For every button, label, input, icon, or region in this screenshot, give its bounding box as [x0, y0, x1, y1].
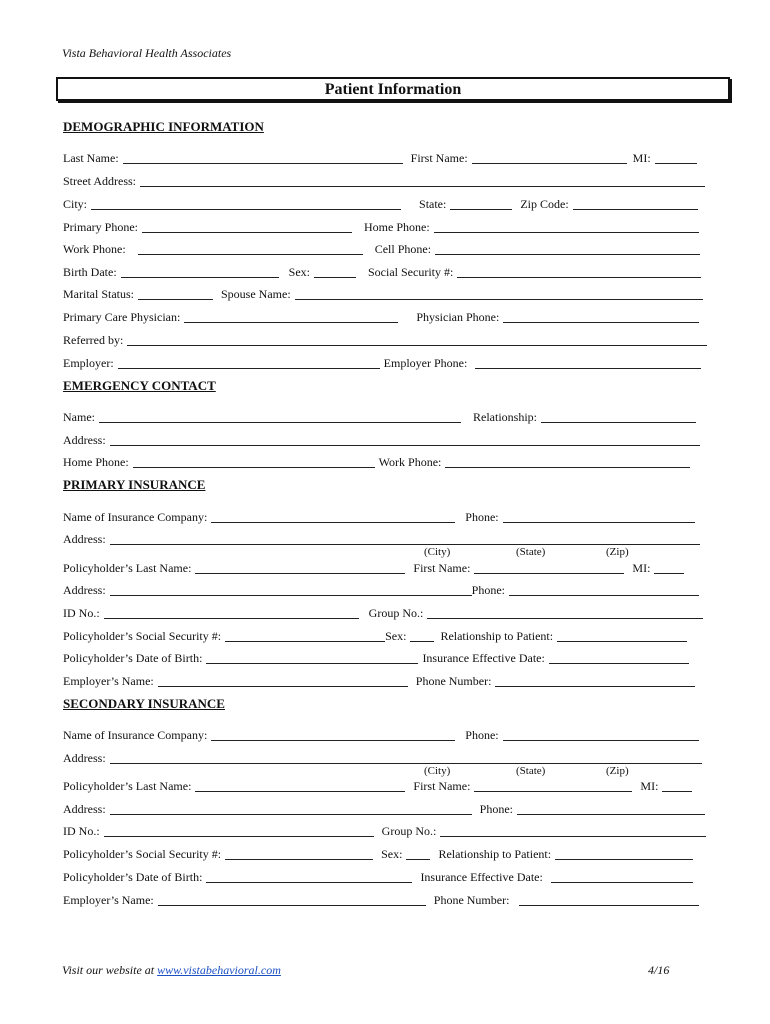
p-company-label: Name of Insurance Company: — [63, 510, 208, 524]
s-first-name-field[interactable] — [474, 779, 632, 792]
row-p-company — [63, 509, 714, 525]
s-sex-field[interactable] — [406, 847, 430, 860]
s-ph-dob-field[interactable] — [206, 870, 412, 883]
p-phone2-label: Phone: — [471, 583, 506, 597]
emergency-address-field[interactable] — [110, 433, 700, 446]
mi-field[interactable] — [655, 151, 697, 164]
p-address-field[interactable] — [110, 532, 700, 545]
employer-phone-field[interactable] — [475, 356, 701, 369]
cell-phone-label: Cell Phone: — [374, 242, 432, 256]
physician-phone-label: Physician Phone: — [416, 310, 500, 324]
s-city-caption: (City) — [424, 765, 451, 777]
page-title: Patient Information — [324, 81, 462, 98]
p-group-field[interactable] — [427, 606, 703, 619]
p-id-label: ID No.: — [63, 606, 100, 620]
row-s-ids — [63, 823, 714, 839]
p-address-label: Address: — [63, 532, 106, 546]
spouse-name-label: Spouse Name: — [221, 287, 291, 301]
p-phone-label: Phone: — [465, 510, 499, 524]
s-phone2-label: Phone: — [479, 802, 514, 816]
row-phones-2 — [63, 241, 714, 257]
p-state-caption: (State) — [516, 546, 546, 558]
city-label: City: — [63, 197, 88, 211]
home-phone-label: Home Phone: — [364, 220, 430, 234]
p-effective-date-label: Insurance Effective Date: — [422, 651, 545, 665]
s-mi-label: MI: — [640, 779, 659, 793]
p-ph-ssn-field[interactable] — [225, 629, 385, 642]
s-group-field[interactable] — [440, 824, 706, 837]
p-address2-field[interactable] — [110, 583, 472, 596]
ssn-label: Social Security #: — [368, 265, 454, 279]
row-referred — [63, 332, 714, 348]
website-link[interactable]: www.vistabehavioral.com — [157, 963, 281, 977]
p-first-name-field[interactable] — [474, 561, 624, 574]
row-p-ids — [63, 605, 714, 621]
s-effective-date-field[interactable] — [551, 870, 693, 883]
p-city-caption: (City) — [424, 546, 451, 558]
row-s-dob — [63, 869, 714, 885]
p-first-name-label: First Name: — [413, 561, 471, 575]
row-physician — [63, 309, 714, 325]
s-phone-field[interactable] — [503, 728, 699, 741]
p-sex-label: Sex: — [385, 629, 407, 643]
p-employer-name-field[interactable] — [158, 674, 408, 687]
zip-field[interactable] — [573, 197, 698, 210]
p-ph-ssn-label: Policyholder’s Social Security #: — [63, 629, 222, 643]
s-zip-caption: (Zip) — [606, 765, 629, 777]
relationship-label: Relationship: — [473, 410, 537, 424]
p-ph-last-name-label: Policyholder’s Last Name: — [63, 561, 192, 575]
row-s-employer — [63, 892, 714, 908]
emergency-name-field[interactable] — [99, 410, 461, 423]
s-address2-field[interactable] — [110, 802, 472, 815]
organization-name: Vista Behavioral Health Associates — [62, 46, 232, 60]
s-employer-name-field[interactable] — [158, 893, 426, 906]
row-emergency-address — [63, 432, 714, 448]
s-first-name-label: First Name: — [413, 779, 471, 793]
row-s-policyholder — [63, 778, 714, 794]
s-relationship-label: Relationship to Patient: — [438, 847, 552, 861]
s-group-label: Group No.: — [381, 824, 437, 838]
s-phone2-field[interactable] — [517, 802, 705, 815]
referred-by-label: Referred by: — [63, 333, 124, 347]
s-phone-number-label: Phone Number: — [433, 893, 510, 907]
street-address-field[interactable] — [140, 174, 705, 187]
p-effective-date-field[interactable] — [549, 651, 689, 664]
emergency-work-phone-field[interactable] — [445, 455, 690, 468]
primary-phone-label: Primary Phone: — [63, 220, 138, 234]
title-box — [56, 77, 730, 101]
p-ph-dob-label: Policyholder’s Date of Birth: — [63, 651, 203, 665]
emergency-address-label: Address: — [63, 433, 106, 447]
s-company-field[interactable] — [211, 728, 455, 741]
primary-phone-field[interactable] — [142, 220, 352, 233]
p-group-label: Group No.: — [368, 606, 424, 620]
last-name-label: Last Name: — [63, 151, 119, 165]
employer-label: Employer: — [63, 356, 114, 370]
ssn-field[interactable] — [457, 265, 701, 278]
sex-field[interactable] — [314, 265, 356, 278]
emergency-home-phone-label: Home Phone: — [63, 455, 129, 469]
emergency-name-label: Name: — [63, 410, 95, 424]
s-ph-ssn-label: Policyholder’s Social Security #: — [63, 847, 222, 861]
physician-phone-field[interactable] — [503, 310, 699, 323]
first-name-field[interactable] — [472, 151, 627, 164]
s-sex-label: Sex: — [381, 847, 403, 861]
mi-label: MI: — [632, 151, 651, 165]
birth-date-field[interactable] — [121, 265, 279, 278]
s-address2-label: Address: — [63, 802, 106, 816]
cell-phone-field[interactable] — [435, 242, 700, 255]
last-name-field[interactable] — [123, 151, 403, 164]
footer-page-code: 4/16 — [648, 963, 670, 977]
p-sex-field[interactable] — [410, 629, 434, 642]
s-address-label: Address: — [63, 751, 106, 765]
s-mi-field[interactable] — [662, 779, 692, 792]
p-employer-name-label: Employer’s Name: — [63, 674, 154, 688]
p-ph-last-name-field[interactable] — [195, 561, 405, 574]
row-p-ssn — [63, 628, 714, 644]
s-ph-ssn-field[interactable] — [225, 847, 373, 860]
footer-visit — [62, 963, 281, 978]
s-company-label: Name of Insurance Company: — [63, 728, 208, 742]
pcp-label: Primary Care Physician: — [63, 310, 181, 324]
street-address-label: Street Address: — [63, 174, 136, 188]
referred-by-field[interactable] — [127, 333, 707, 346]
p-address2-label: Address: — [63, 583, 106, 597]
p-company-field[interactable] — [211, 510, 455, 523]
row-employer — [63, 355, 714, 371]
first-name-label: First Name: — [410, 151, 468, 165]
p-relationship-label: Relationship to Patient: — [440, 629, 554, 643]
row-p-address2 — [63, 582, 714, 598]
relationship-field[interactable] — [541, 410, 696, 423]
s-id-field[interactable] — [104, 824, 374, 837]
row-p-employer — [63, 673, 714, 689]
s-ph-last-name-field[interactable] — [195, 779, 405, 792]
secondary-insurance-heading: SECONDARY INSURANCE — [63, 696, 225, 711]
work-phone-field[interactable] — [138, 242, 363, 255]
p-phone-field[interactable] — [503, 510, 695, 523]
work-phone-label: Work Phone: — [63, 242, 126, 256]
birth-date-label: Birth Date: — [63, 265, 117, 279]
state-field[interactable] — [450, 197, 512, 210]
demographic-heading: DEMOGRAPHIC INFORMATION — [63, 119, 264, 134]
s-phone-number-field[interactable] — [519, 893, 699, 906]
p-zip-caption: (Zip) — [606, 546, 629, 558]
sex-label: Sex: — [288, 265, 310, 279]
p-phone-number-field[interactable] — [495, 674, 695, 687]
row-p-dob — [63, 650, 714, 666]
row-name — [63, 150, 714, 166]
s-address-field[interactable] — [110, 751, 702, 764]
row-street — [63, 173, 714, 189]
s-phone-label: Phone: — [465, 728, 499, 742]
employer-field[interactable] — [118, 356, 380, 369]
state-label: State: — [419, 197, 447, 211]
row-birth — [63, 264, 714, 280]
p-ph-dob-field[interactable] — [206, 651, 418, 664]
s-id-label: ID No.: — [63, 824, 100, 838]
row-s-address2 — [63, 801, 714, 817]
marital-status-label: Marital Status: — [63, 287, 134, 301]
zip-label: Zip Code: — [520, 197, 569, 211]
s-employer-name-label: Employer’s Name: — [63, 893, 154, 907]
spouse-name-field[interactable] — [295, 287, 703, 300]
p-mi-label: MI: — [632, 561, 651, 575]
emergency-home-phone-field[interactable] — [133, 455, 375, 468]
p-relationship-field[interactable] — [557, 629, 687, 642]
s-ph-dob-label: Policyholder’s Date of Birth: — [63, 870, 203, 884]
p-id-field[interactable] — [104, 606, 359, 619]
p-phone-number-label: Phone Number: — [415, 674, 492, 688]
primary-insurance-heading: PRIMARY INSURANCE — [63, 477, 206, 492]
employer-phone-label: Employer Phone: — [383, 356, 468, 370]
row-marital — [63, 286, 714, 302]
city-field[interactable] — [91, 197, 401, 210]
row-emergency-phones — [63, 454, 714, 470]
footer-visit-text: Visit our website at — [62, 963, 158, 977]
s-state-caption: (State) — [516, 765, 546, 777]
row-emergency-name — [63, 409, 714, 425]
p-phone2-field[interactable] — [509, 583, 699, 596]
p-mi-field[interactable] — [654, 561, 684, 574]
home-phone-field[interactable] — [434, 220, 699, 233]
row-phones-1 — [63, 219, 714, 235]
s-ph-last-name-label: Policyholder’s Last Name: — [63, 779, 192, 793]
s-relationship-field[interactable] — [555, 847, 693, 860]
s-effective-date-label: Insurance Effective Date: — [420, 870, 543, 884]
row-s-company — [63, 727, 714, 743]
marital-status-field[interactable] — [138, 287, 213, 300]
row-s-address — [63, 750, 714, 766]
pcp-field[interactable] — [184, 310, 398, 323]
row-p-policyholder — [63, 560, 714, 576]
row-s-ssn — [63, 846, 714, 862]
row-city — [63, 196, 714, 212]
emergency-work-phone-label: Work Phone: — [378, 455, 442, 469]
emergency-heading: EMERGENCY CONTACT — [63, 378, 216, 393]
row-p-address — [63, 531, 714, 547]
